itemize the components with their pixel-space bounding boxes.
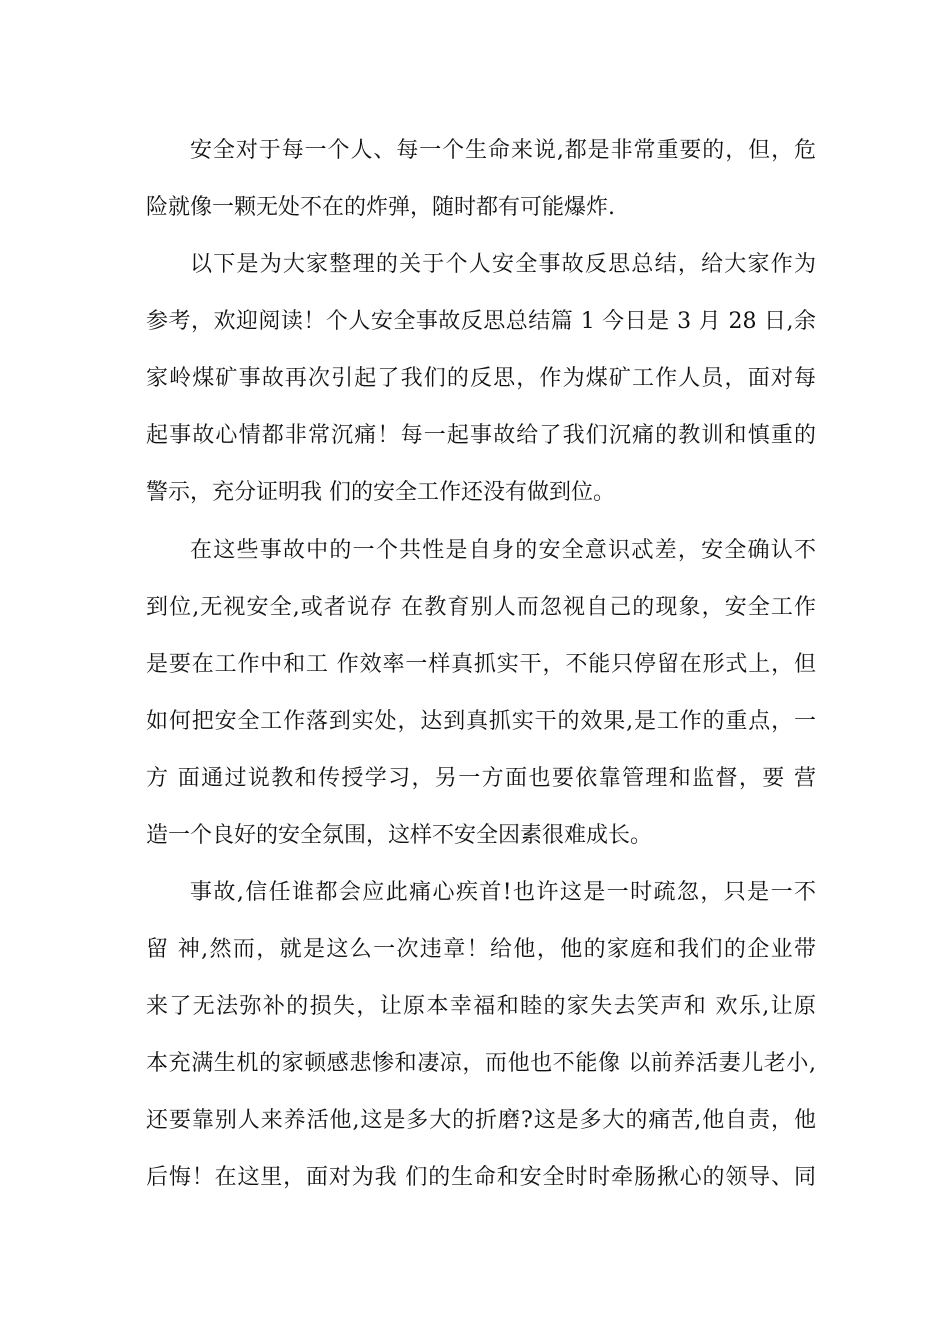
- paragraph-2-line-1: 以下是为大家整理的关于个人安全事故反思总结，给大家作为: [190, 252, 816, 277]
- paragraph-4-line-4: 本充满生机的家顿感悲惨和凄凉，而他也不能像 以前养活妻儿老小,: [146, 1051, 816, 1076]
- paragraph-1-line-2: 险就像一颗无处不在的炸弹，随时都有可能爆炸.: [146, 195, 615, 220]
- paragraph-4-line-5: 还要靠别人来养活他,这是多大的折磨?这是多大的痛苦,他自责，他: [146, 1108, 816, 1133]
- paragraph-1-line-1: 安全对于每一个人、每一个生命来说,都是非常重要的，但，危: [190, 138, 816, 163]
- paragraph-3-line-4: 如何把安全工作落到实处，达到真抓实干的效果,是工作的重点，一: [146, 709, 816, 734]
- paragraph-2-line-4: 起事故心情都非常沉痛！每一起事故给了我们沉痛的教训和慎重的: [146, 423, 816, 448]
- paragraph-3-line-3: 是要在工作中和工 作效率一样真抓实干，不能只停留在形式上，但: [146, 652, 816, 677]
- paragraph-3-line-1: 在这些事故中的一个共性是自身的安全意识忒差，安全确认不: [190, 538, 816, 563]
- paragraph-3-line-2: 到位,无视安全,或者说存 在教育别人而忽视自己的现象，安全工作: [146, 595, 816, 620]
- paragraph-2-line-2: 参考，欢迎阅读！个人安全事故反思总结篇 1 今日是 3 月 28 日,余: [146, 309, 816, 334]
- paragraph-3-line-6: 造一个良好的安全氛围，这样不安全因素很难成长。: [146, 823, 653, 848]
- paragraph-3-line-5: 方 面通过说教和传授学习，另一方面也要依靠管理和监督，要 营: [146, 766, 816, 791]
- paragraph-4-line-6: 后悔！在这里，面对为我 们的生命和安全时时牵肠揪心的领导、同: [146, 1165, 816, 1190]
- paragraph-2-line-5: 警示，充分证明我 们的安全工作还没有做到位。: [146, 480, 615, 505]
- paragraph-4-line-3: 来了无法弥补的损失，让原本幸福和睦的家失去笑声和 欢乐,让原: [146, 994, 816, 1019]
- paragraph-4-line-2: 留 神,然而，就是这么一次违章！给他，他的家庭和我们的企业带: [146, 937, 816, 962]
- paragraph-2-line-3: 家岭煤矿事故再次引起了我们的反思，作为煤矿工作人员，面对每: [146, 366, 816, 391]
- paragraph-4-line-1: 事故,信任谁都会应此痛心疾首!也许这是一时疏忽，只是一不: [190, 880, 816, 905]
